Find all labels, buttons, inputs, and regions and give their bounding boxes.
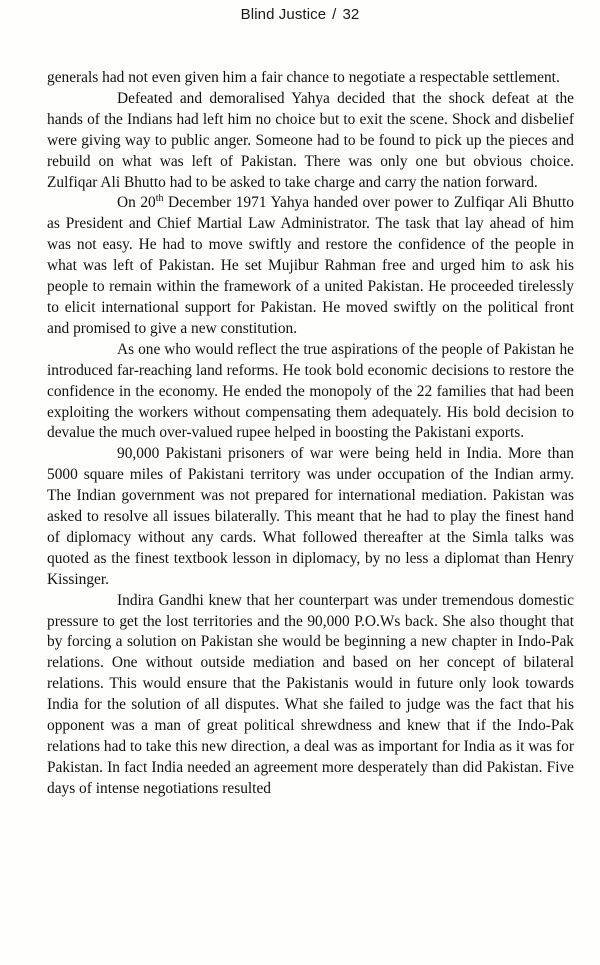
paragraph-3-start: On 20 [117, 194, 156, 212]
body-text [47, 68, 574, 800]
ordinal-superscript: th [155, 193, 164, 205]
book-title: Blind Justice [240, 6, 327, 23]
paragraph-3 [47, 193, 574, 339]
paragraph-3-rest: December 1971 Yahya handed over power to Zulfiqar Ali Bhutto as President and Chief Martial Law Administrator. The task that lay ahead of him was not easy. He had to move swiftly and restore the confidence of the people in what was left of Pakistan. He set Mujibur Rahman free and urged him to ask his people to remain within the framework of a united Pakistan. He proceeded tirelessly to elicit international support for Pakistan. He moved swiftly on the political front and promised to give a new constitution. [47, 194, 574, 337]
header-separator: / [332, 6, 337, 23]
running-header [0, 6, 600, 23]
page-number: 32 [342, 6, 360, 23]
paragraph-1: generals had not even given him a fair chance to negotiate a respectable settlement. [47, 69, 560, 86]
paragraph-2: Defeated and demoralised Yahya decided that the shock defeat at the hands of the Indians had left him no choice but to exit the scene. Shock and disbelief were giving way to public anger. Someone had to be found to pick up the pieces and rebuild on what was left of Pakistan. There was only one but obvious choice. Zulfiqar Ali Bhutto had to be asked to take charge and carry the nation forward. [47, 89, 574, 191]
paragraph-4: As one who would reflect the true aspirations of the people of Pakistan he introduced far-reaching land reforms. He took bold economic decisions to restore the confidence in the economy. He ended the monopoly of the 22 families that had been exploiting the workers without compensating them adequately. His bold decision to devalue the much over-valued rupee helped in boosting the Pakistani exports. [47, 340, 574, 442]
paragraph-6: Indira Gandhi knew that her counterpart was under tremendous domestic pressure to get the lost territories and the 90,000 P.O.Ws back. She also thought that by forcing a solution on Pakistan she would be beginning a new chapter in Indo-Pak relations. One without outside mediation and based on her concept of bilateral relations. This would ensure that the Pakistanis would in future only look towards India for the solution of all disputes. What she failed to judge was the fact that his opponent was a man of great political shrewdness and knew that if the Indo-Pak relations had to take this new direction, a deal was as important for India as it was for Pakistan. In fact India needed an agreement more desperately than did Pakistan. Five days of intense negotiations resulted [47, 591, 574, 797]
paragraph-5: 90,000 Pakistani prisoners of war were being held in India. More than 5000 square miles of Pakistani territory was under occupation of the Indian army. The Indian government was not prepared for international mediation. Pakistan was asked to resolve all issues bilaterally. This meant that he had to play the finest hand of diplomacy without any cards. What followed thereafter at the Simla talks was quoted as the finest textbook lesson in diplomacy, by no less a diplomat than Henry Kissinger. [47, 445, 574, 588]
